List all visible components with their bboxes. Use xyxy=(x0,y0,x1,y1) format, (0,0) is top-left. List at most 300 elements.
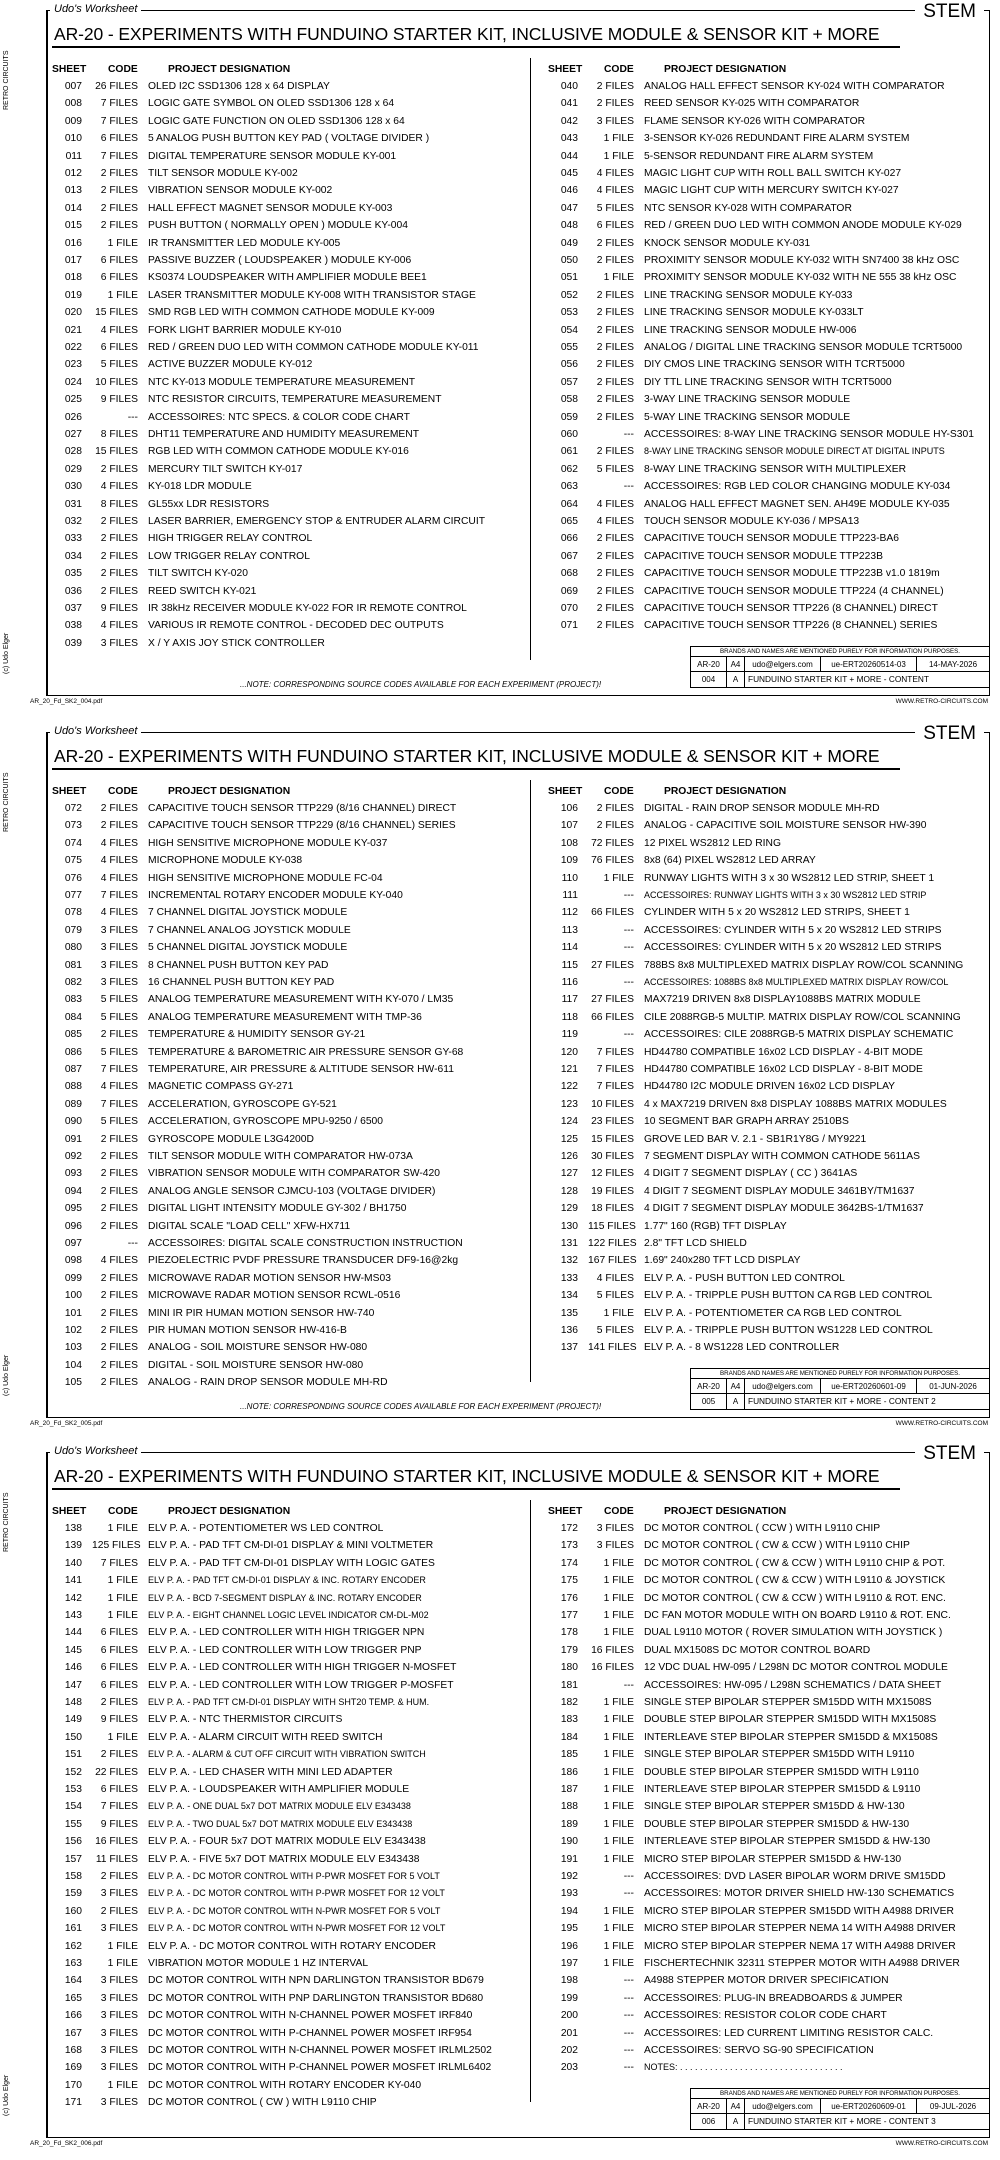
project-designation: DHT11 TEMPERATURE AND HUMIDITY MEASUREMENT xyxy=(148,429,419,440)
sheet-number: 022 xyxy=(64,342,82,353)
file-count: 1 FILE xyxy=(603,1958,634,1969)
file-name: AR_20_Fd_SK2_004.pdf xyxy=(30,698,103,705)
page-title: AR-20 - EXPERIMENTS WITH FUNDUINO STARTER KIT, INCLUSIVE MODULE & SENSOR KIT + MORE xyxy=(54,746,880,766)
title-block-date: 14-MAY-2026 xyxy=(928,660,978,669)
sheet-number: 193 xyxy=(560,1888,578,1900)
author-label: (c) Udo Elger xyxy=(3,1354,10,1396)
project-designation: ELV P. A. - DC MOTOR CONTROL WITH N-PWR MOSFET FOR 5 VOLT xyxy=(148,1905,441,1916)
sheet-number: 066 xyxy=(560,533,578,545)
sheet-number: 165 xyxy=(64,1992,82,2004)
project-designation: TILT SWITCH KY-020 xyxy=(148,568,248,580)
file-count: 4 FILES xyxy=(596,168,634,179)
project-designation: KY-018 LDR MODULE xyxy=(148,481,252,493)
project-designation: FORK LIGHT BARRIER MODULE KY-010 xyxy=(148,324,342,336)
sheet-number: 086 xyxy=(64,1046,82,1058)
file-count: 66 FILES xyxy=(591,1011,634,1023)
project-designation: 8 CHANNEL PUSH BUTTON KEY PAD xyxy=(148,959,329,971)
file-count: 7 FILES xyxy=(100,1064,138,1075)
file-count: 1 FILE xyxy=(603,1307,634,1319)
project-designation: ELV P. A. - FIVE 5x7 DOT MATRIX MODULE ELV E343438 xyxy=(148,1853,420,1865)
sheet-number: 172 xyxy=(560,1523,578,1534)
file-count: 2 FILES xyxy=(100,533,138,545)
worksheet-page xyxy=(0,722,1000,1434)
file-count: 1 FILE xyxy=(603,133,634,145)
file-count: 2 FILES xyxy=(100,550,138,562)
project-designation: ELV P. A. - FOUR 5x7 DOT MATRIX MODULE ELV E343438 xyxy=(148,1836,426,1848)
page-title: AR-20 - EXPERIMENTS WITH FUNDUINO STARTER KIT, INCLUSIVE MODULE & SENSOR KIT + MORE xyxy=(54,24,880,44)
project-designation: DC MOTOR CONTROL WITH ROTARY ENCODER KY-040 xyxy=(148,2079,422,2091)
project-designation: HD44780 COMPATIBLE 16x02 LCD DISPLAY - 4-BIT MODE xyxy=(644,1046,923,1058)
file-count: 2 FILES xyxy=(100,463,138,475)
title-block-email: udo@elgers.com xyxy=(745,1379,821,1393)
project-designation: TEMPERATURE & HUMIDITY SENSOR GY-21 xyxy=(148,1029,366,1041)
sheet-number: 031 xyxy=(64,498,82,510)
file-count: 3 FILES xyxy=(100,1975,138,1987)
column-divider xyxy=(530,1500,531,2102)
file-count: 2 FILES xyxy=(596,585,634,597)
project-designation: DC MOTOR CONTROL WITH N-CHANNEL POWER MOSFET IRLML2502 xyxy=(148,2045,492,2056)
sheet-number: 175 xyxy=(560,1575,578,1587)
project-designation: ACCESSOIRES: HW-095 / L298N SCHEMATICS / DATA SHEET xyxy=(644,1679,942,1691)
project-designation: GROVE LED BAR V. 2.1 - SB1R1Y8G / MY9221 xyxy=(644,1133,867,1145)
sheet-number: 041 xyxy=(560,98,578,110)
sheet-number: 118 xyxy=(561,1011,578,1023)
sheet-number: 009 xyxy=(64,115,82,127)
title-block-disclaimer: BRANDS AND NAMES ARE MENTIONED PURELY FOR INFORMATION PURPOSES. xyxy=(691,2089,989,2099)
file-count: 3 FILES xyxy=(100,1888,138,1900)
file-count: --- xyxy=(623,2027,634,2039)
project-designation: DC MOTOR CONTROL ( CW & CCW ) WITH L9110 CHIP & POT. xyxy=(644,1557,946,1569)
header-designation: PROJECT DESIGNATION xyxy=(168,1506,291,1517)
sheet-number: 096 xyxy=(64,1220,82,1232)
project-designation: MICROWAVE RADAR MOTION SENSOR HW-MS03 xyxy=(148,1272,391,1284)
sheet-number: 179 xyxy=(560,1644,578,1656)
sheet-number: 101 xyxy=(64,1307,82,1319)
file-count: 2 FILES xyxy=(100,1359,138,1371)
project-designation: 7 CHANNEL DIGITAL JOYSTICK MODULE xyxy=(148,907,348,919)
sheet-number: 030 xyxy=(64,481,82,493)
sheet-number: 085 xyxy=(64,1029,82,1041)
file-count: 4 FILES xyxy=(596,516,634,527)
project-designation: ACCESSOIRES: DVD LASER BIPOLAR WORM DRIVE SM15DD xyxy=(644,1871,946,1882)
file-count: 2 FILES xyxy=(100,185,138,197)
file-count: 5 FILES xyxy=(596,463,634,475)
sheet-number: 186 xyxy=(560,1766,578,1778)
sheet-number: 039 xyxy=(64,637,82,649)
project-designation: 5-WAY LINE TRACKING SENSOR MODULE xyxy=(644,411,851,423)
header-designation: PROJECT DESIGNATION xyxy=(664,1506,787,1517)
sheet-number: 130 xyxy=(560,1220,578,1232)
file-count: 1 FILE xyxy=(603,1853,634,1865)
file-count: 7 FILES xyxy=(100,1801,138,1813)
sheet-number: 168 xyxy=(64,2045,82,2056)
project-designation: 5 ANALOG PUSH BUTTON KEY PAD ( VOLTAGE DIVIDER ) xyxy=(148,133,430,145)
file-count: --- xyxy=(127,411,138,423)
file-count: 2 FILES xyxy=(596,603,634,614)
file-count: 2 FILES xyxy=(100,1220,138,1232)
project-designation: ACCESSOIRES: RESISTOR COLOR CODE CHART xyxy=(644,2010,887,2022)
project-designation: 4 DIGIT 7 SEGMENT DISPLAY MODULE 3461BY/TM1637 xyxy=(644,1185,915,1197)
title-block-size: A4 xyxy=(727,2099,745,2113)
project-designation: 2.8" TFT LCD SHIELD xyxy=(644,1238,747,1249)
file-count: 3 FILES xyxy=(596,1523,634,1534)
file-count: 4 FILES xyxy=(100,481,138,493)
file-count: 1 FILE xyxy=(603,1557,634,1569)
sheet-number: 136 xyxy=(560,1325,578,1336)
project-designation: DUAL MX1508S DC MOTOR CONTROL BOARD xyxy=(644,1644,871,1656)
sheet-number: 058 xyxy=(560,394,578,406)
project-designation: NTC RESISTOR CIRCUITS, TEMPERATURE MEASUREMENT xyxy=(148,394,442,406)
project-designation: RED / GREEN DUO LED WITH COMMON ANODE MODULE KY-029 xyxy=(644,220,962,232)
sheet-number: 060 xyxy=(560,429,578,440)
sheet-number: 054 xyxy=(560,324,578,336)
title-block-date: 09-JUL-2026 xyxy=(929,2102,977,2111)
sheet-number: 111 xyxy=(562,890,578,901)
file-count: 6 FILES xyxy=(596,220,634,232)
sheet-number: 078 xyxy=(64,907,82,919)
project-designation: ANALOG HALL EFFECT MAGNET SEN. AH49E MODULE KY-035 xyxy=(644,498,950,510)
sheet-number: 178 xyxy=(560,1627,578,1639)
project-designation: INTERLEAVE STEP BIPOLAR STEPPER SM15DD & MX1508S xyxy=(644,1731,938,1743)
project-designation: 8-WAY LINE TRACKING SENSOR MODULE DIRECT AT DIGITAL INPUTS xyxy=(644,446,945,457)
file-count: 6 FILES xyxy=(100,1627,138,1639)
title-underline xyxy=(52,46,900,48)
sheet-number: 081 xyxy=(64,959,82,971)
file-count: --- xyxy=(623,2045,634,2056)
sheet-number: 089 xyxy=(64,1098,82,1110)
sheet-number: 164 xyxy=(64,1975,82,1987)
sheet-number: 147 xyxy=(64,1679,82,1691)
sheet-number: 019 xyxy=(64,289,82,301)
project-designation: DC MOTOR CONTROL WITH N-CHANNEL POWER MOSFET IRF840 xyxy=(148,2010,473,2022)
sheet-number: 036 xyxy=(64,585,82,597)
sheet-number: 129 xyxy=(560,1203,578,1215)
file-count: 27 FILES xyxy=(591,994,634,1006)
file-count: 2 FILES xyxy=(100,1697,138,1708)
project-designation: DC MOTOR CONTROL ( CCW ) WITH L9110 CHIP xyxy=(644,1523,881,1534)
title-block-num: 006 xyxy=(691,2114,727,2129)
sheet-number: 137 xyxy=(560,1342,578,1354)
sheet-number: 038 xyxy=(64,620,82,632)
sheet-number: 095 xyxy=(64,1203,82,1215)
sheet-number: 162 xyxy=(64,1940,82,1952)
file-count: --- xyxy=(623,977,634,988)
project-designation: MICRO STEP BIPOLAR STEPPER NEMA 14 WITH A4988 DRIVER xyxy=(644,1923,956,1935)
file-count: 2 FILES xyxy=(100,1029,138,1041)
title-block-ar: AR-20 xyxy=(691,657,727,671)
title-block-row xyxy=(691,1379,989,1394)
sheet-number: 069 xyxy=(560,585,578,597)
file-count: 1 FILE xyxy=(603,1697,634,1708)
project-designation: ELV P. A. - DC MOTOR CONTROL WITH P-PWR MOSFET FOR 5 VOLT xyxy=(148,1871,440,1881)
project-designation: DOUBLE STEP BIPOLAR STEPPER SM15DD WITH L9110 xyxy=(644,1766,919,1778)
project-designation: PIEZOELECTRIC PVDF PRESSURE TRANSDUCER DF9-16@2kg xyxy=(148,1255,459,1267)
project-designation: ACCESSOIRES: CYLINDER WITH 5 x 20 WS2812 LED STRIPS xyxy=(644,942,942,954)
project-designation: ELV P. A. - EIGHT CHANNEL LOGIC LEVEL INDICATOR CM-DL-M02 xyxy=(148,1610,429,1620)
sheet-number: 087 xyxy=(64,1064,82,1075)
sheet-number: 013 xyxy=(64,185,82,197)
sheet-number: 025 xyxy=(64,394,82,406)
file-count: 1 FILE xyxy=(603,1714,634,1726)
project-designation: ACCESSOIRES: RUNWAY LIGHTS WITH 3 x 30 WS2812 LED STRIP xyxy=(644,890,927,900)
sheet-number: 203 xyxy=(560,2062,578,2074)
project-designation: ELV P. A. - DC MOTOR CONTROL WITH P-PWR MOSFET FOR 12 VOLT xyxy=(148,1888,445,1899)
project-designation: ACCESSOIRES: DIGITAL SCALE CONSTRUCTION INSTRUCTION xyxy=(148,1238,463,1249)
sheet-number: 159 xyxy=(64,1888,82,1900)
project-designation: 7 CHANNEL ANALOG JOYSTICK MODULE xyxy=(148,924,351,936)
worksheet-label: Udo's Worksheet xyxy=(50,725,141,737)
project-designation: ELV P. A. - TRIPPLE PUSH BUTTON WS1228 LED CONTROL xyxy=(644,1325,933,1336)
project-designation: DC MOTOR CONTROL ( CW & CCW ) WITH L9110 & ROT. ENC. xyxy=(644,1592,946,1604)
header-sheet: SHEET xyxy=(52,64,87,75)
file-count: 66 FILES xyxy=(591,907,634,919)
sheet-number: 028 xyxy=(64,446,82,458)
sheet-number: 032 xyxy=(64,516,82,527)
sheet-number: 116 xyxy=(561,977,578,988)
file-count: 5 FILES xyxy=(100,1116,138,1128)
sheet-number: 034 xyxy=(64,550,82,562)
file-name: AR_20_Fd_SK2_005.pdf xyxy=(30,1420,103,1427)
project-designation: LINE TRACKING SENSOR MODULE KY-033LT xyxy=(644,307,864,319)
sheet-number: 127 xyxy=(560,1168,578,1180)
sheet-number: 158 xyxy=(64,1871,82,1882)
sheet-number: 146 xyxy=(64,1662,82,1674)
sheet-number: 151 xyxy=(64,1749,82,1761)
project-designation: ANALOG - RAIN DROP SENSOR MODULE MH-RD xyxy=(148,1377,388,1389)
header-designation: PROJECT DESIGNATION xyxy=(168,64,291,75)
sheet-number: 201 xyxy=(560,2027,578,2039)
sheet-number: 170 xyxy=(64,2079,82,2091)
sheet-number: 011 xyxy=(65,150,82,162)
file-count: 9 FILES xyxy=(100,603,138,614)
sheet-number: 188 xyxy=(560,1801,578,1813)
file-count: 2 FILES xyxy=(100,1290,138,1302)
worksheet-label: Udo's Worksheet xyxy=(50,1445,141,1457)
file-count: 1 FILE xyxy=(603,1836,634,1848)
stem-label: STEM xyxy=(915,1,984,23)
title-block-email: udo@elgers.com xyxy=(745,657,821,671)
project-designation: MICRO STEP BIPOLAR STEPPER SM15DD WITH A4988 DRIVER xyxy=(644,1905,954,1917)
project-designation: MICROPHONE MODULE KY-038 xyxy=(148,855,303,867)
project-designation: ANALOG - SOIL MOISTURE SENSOR HW-080 xyxy=(148,1342,368,1354)
file-count: 4 FILES xyxy=(100,1255,138,1267)
project-designation: MICRO STEP BIPOLAR STEPPER NEMA 17 WITH A4988 DRIVER xyxy=(644,1940,956,1952)
sheet-number: 104 xyxy=(64,1359,82,1371)
project-designation: DC MOTOR CONTROL WITH P-CHANNEL POWER MOSFET IRLML6402 xyxy=(148,2062,492,2074)
project-designation: ELV P. A. - DC MOTOR CONTROL WITH ROTARY ENCODER xyxy=(148,1940,436,1952)
project-designation: IR TRANSMITTER LED MODULE KY-005 xyxy=(148,237,341,249)
file-count: 2 FILES xyxy=(100,1377,138,1389)
sheet-number: 196 xyxy=(560,1940,578,1952)
file-count: 8 FILES xyxy=(100,429,138,440)
project-designation: PIR HUMAN MOTION SENSOR HW-416-B xyxy=(148,1325,347,1336)
sheet-number: 023 xyxy=(64,359,82,371)
file-count: 7 FILES xyxy=(100,1557,138,1569)
file-count: 10 FILES xyxy=(95,376,138,388)
file-count: --- xyxy=(623,942,634,954)
project-designation: 1.69" 240x280 TFT LCD DISPLAY xyxy=(644,1255,801,1267)
project-designation: 4 DIGIT 7 SEGMENT DISPLAY ( CC ) 3641AS xyxy=(644,1168,858,1180)
sheet-number: 149 xyxy=(64,1714,82,1726)
sheet-number: 126 xyxy=(560,1151,578,1162)
sheet-number: 064 xyxy=(560,498,578,510)
title-block xyxy=(690,1368,990,1410)
file-count: 3 FILES xyxy=(596,115,634,127)
sheet-number: 153 xyxy=(64,1784,82,1795)
file-count: 9 FILES xyxy=(100,394,138,406)
header-code: CODE xyxy=(604,1506,634,1517)
file-count: 1 FILE xyxy=(107,2079,138,2091)
sheet-number: 075 xyxy=(64,855,82,867)
file-count: 4 FILES xyxy=(596,498,634,510)
title-block-size: A4 xyxy=(727,657,745,671)
project-designation: DC MOTOR CONTROL WITH NPN DARLINGTON TRANSISTOR BD679 xyxy=(148,1975,484,1987)
sheet-number: 124 xyxy=(560,1116,578,1128)
sheet-number: 050 xyxy=(560,255,578,266)
sheet-number: 082 xyxy=(64,977,82,988)
sheet-number: 110 xyxy=(561,872,578,884)
sheet-number: 010 xyxy=(64,133,82,145)
sheet-number: 187 xyxy=(560,1784,578,1795)
project-designation: DUAL L9110 MOTOR ( ROVER SIMULATION WITH JOYSTICK ) xyxy=(644,1627,943,1639)
sheet-number: 139 xyxy=(64,1540,82,1552)
project-designation: DC MOTOR CONTROL WITH PNP DARLINGTON TRANSISTOR BD680 xyxy=(148,1992,484,2004)
file-count: 1 FILE xyxy=(107,1731,138,1743)
sheet-number: 194 xyxy=(560,1905,578,1917)
project-designation: ACTIVE BUZZER MODULE KY-012 xyxy=(148,359,313,371)
sheet-number: 141 xyxy=(64,1575,82,1587)
file-count: 2 FILES xyxy=(596,446,634,458)
sheet-number: 015 xyxy=(64,220,82,232)
file-count: 2 FILES xyxy=(100,803,138,814)
project-designation: MERCURY TILT SWITCH KY-017 xyxy=(148,463,303,475)
project-designation: ELV P. A. - DC MOTOR CONTROL WITH N-PWR MOSFET FOR 12 VOLT xyxy=(148,1923,446,1934)
sheet-number: 061 xyxy=(560,446,578,458)
file-count: 15 FILES xyxy=(591,1133,634,1145)
sheet-number: 047 xyxy=(560,202,578,214)
sheet-number: 125 xyxy=(560,1133,578,1145)
file-count: --- xyxy=(623,1992,634,2004)
sheet-number: 062 xyxy=(560,463,578,475)
header-code: CODE xyxy=(108,1506,138,1517)
sheet-number: 020 xyxy=(64,307,82,319)
sheet-number: 083 xyxy=(64,994,82,1006)
sheet-number: 197 xyxy=(560,1958,578,1969)
project-designation: TEMPERATURE & BAROMETRIC AIR PRESSURE SENSOR GY-68 xyxy=(148,1046,464,1058)
title-block-doc: ue-ERT20260601-09 xyxy=(821,1379,917,1393)
file-count: 16 FILES xyxy=(95,1836,138,1848)
file-count: 27 FILES xyxy=(591,959,634,971)
stem-label: STEM xyxy=(915,723,984,745)
sheet-number: 142 xyxy=(64,1592,82,1604)
header-designation: PROJECT DESIGNATION xyxy=(664,786,787,797)
file-count: 2 FILES xyxy=(100,1871,138,1882)
file-count: 141 FILES xyxy=(588,1342,637,1354)
sheet-number: 199 xyxy=(560,1992,578,2004)
sheet-number: 071 xyxy=(560,620,578,632)
project-designation: PROXIMITY SENSOR MODULE KY-032 WITH SN7400 38 kHz OSC xyxy=(644,255,960,266)
sheet-number: 063 xyxy=(560,481,578,493)
file-count: 3 FILES xyxy=(100,942,138,954)
project-designation: 12 PIXEL WS2812 LED RING xyxy=(644,837,781,849)
project-designation: DC FAN MOTOR MODULE WITH ON BOARD L9110 & ROT. ENC. xyxy=(644,1610,951,1621)
project-designation: TILT SENSOR MODULE WITH COMPARATOR HW-073A xyxy=(148,1151,413,1162)
sheet-number: 070 xyxy=(560,603,578,614)
file-count: 1 FILE xyxy=(603,1784,634,1795)
project-designation: DOUBLE STEP BIPOLAR STEPPER SM15DD WITH MX1508S xyxy=(644,1714,937,1726)
project-designation: VIBRATION MOTOR MODULE 1 HZ INTERVAL xyxy=(148,1958,369,1969)
sheet-number: 012 xyxy=(64,168,82,179)
title-block-size: A4 xyxy=(727,1379,745,1393)
file-count: 1 FILE xyxy=(603,1905,634,1917)
sheet-number: 117 xyxy=(561,994,578,1006)
sheet-number: 074 xyxy=(64,837,82,849)
file-count: --- xyxy=(127,1238,138,1249)
project-designation: ELV P. A. - PAD TFT CM-DI-01 DISPLAY WITH SHT20 TEMP. & HUM. xyxy=(148,1697,430,1707)
file-count: 2 FILES xyxy=(100,1307,138,1319)
file-count: 1 FILE xyxy=(603,1801,634,1813)
project-designation: ELV P. A. - TWO DUAL 5x7 DOT MATRIX MODULE ELV E343438 xyxy=(148,1818,413,1829)
file-count: 2 FILES xyxy=(100,1168,138,1180)
project-designation: DIGITAL LIGHT INTENSITY MODULE GY-302 / BH1750 xyxy=(148,1203,407,1215)
file-count: 18 FILES xyxy=(591,1203,634,1215)
file-count: 2 FILES xyxy=(100,1272,138,1284)
file-count: 1 FILE xyxy=(603,1818,634,1830)
file-count: 7 FILES xyxy=(100,115,138,127)
sheet-number: 160 xyxy=(64,1905,82,1917)
sheet-number: 183 xyxy=(560,1714,578,1726)
file-count: 1 FILE xyxy=(603,1923,634,1935)
file-count: 2 FILES xyxy=(100,1133,138,1145)
sheet-number: 144 xyxy=(64,1627,82,1639)
project-designation: ELV P. A. - ONE DUAL 5x7 DOT MATRIX MODULE ELV E343438 xyxy=(148,1801,411,1812)
file-count: 1 FILE xyxy=(107,1610,138,1621)
sheet-number: 027 xyxy=(64,429,82,440)
sheet-number: 053 xyxy=(560,307,578,319)
file-count: 3 FILES xyxy=(100,2097,138,2109)
project-designation: ELV P. A. - BCD 7-SEGMENT DISPLAY & INC. ROTARY ENCODER xyxy=(148,1592,422,1603)
project-designation: SINGLE STEP BIPOLAR STEPPER SM15DD WITH L9110 xyxy=(644,1749,915,1761)
author-label: (c) Udo Elger xyxy=(3,2074,10,2116)
file-count: 1 FILE xyxy=(107,1958,138,1969)
sheet-number: 044 xyxy=(560,150,578,162)
project-designation: INTERLEAVE STEP BIPOLAR STEPPER SM15DD & L9110 xyxy=(644,1784,921,1795)
title-underline xyxy=(52,768,900,770)
project-designation: SMD RGB LED WITH COMMON CATHODE MODULE KY-009 xyxy=(148,307,435,319)
sheet-number: 017 xyxy=(64,255,82,266)
project-designation: VIBRATION SENSOR MODULE WITH COMPARATOR SW-420 xyxy=(148,1168,440,1180)
file-count: 2 FILES xyxy=(100,516,138,527)
sheet-number: 018 xyxy=(64,272,82,284)
sheet-number: 180 xyxy=(560,1662,578,1674)
file-count: 16 FILES xyxy=(591,1662,634,1674)
project-designation: ELV P. A. - POTENTIOMETER CA RGB LED CONTROL xyxy=(644,1307,902,1319)
file-count: 5 FILES xyxy=(100,359,138,371)
sheet-number: 048 xyxy=(560,220,578,232)
file-count: 19 FILES xyxy=(591,1185,634,1197)
file-count: 2 FILES xyxy=(596,98,634,110)
file-count: --- xyxy=(623,924,634,936)
sheet-number: 102 xyxy=(64,1325,82,1336)
sheet-number: 076 xyxy=(64,872,82,884)
header-designation: PROJECT DESIGNATION xyxy=(168,786,291,797)
project-designation: ELV P. A. - LOUDSPEAKER WITH AMPLIFIER MODULE xyxy=(148,1784,410,1795)
project-designation: REED SWITCH KY-021 xyxy=(148,585,257,597)
file-count: 2 FILES xyxy=(596,342,634,353)
sheet-number: 080 xyxy=(64,942,82,954)
file-count: 115 FILES xyxy=(588,1220,636,1232)
file-count: 7 FILES xyxy=(596,1081,634,1093)
